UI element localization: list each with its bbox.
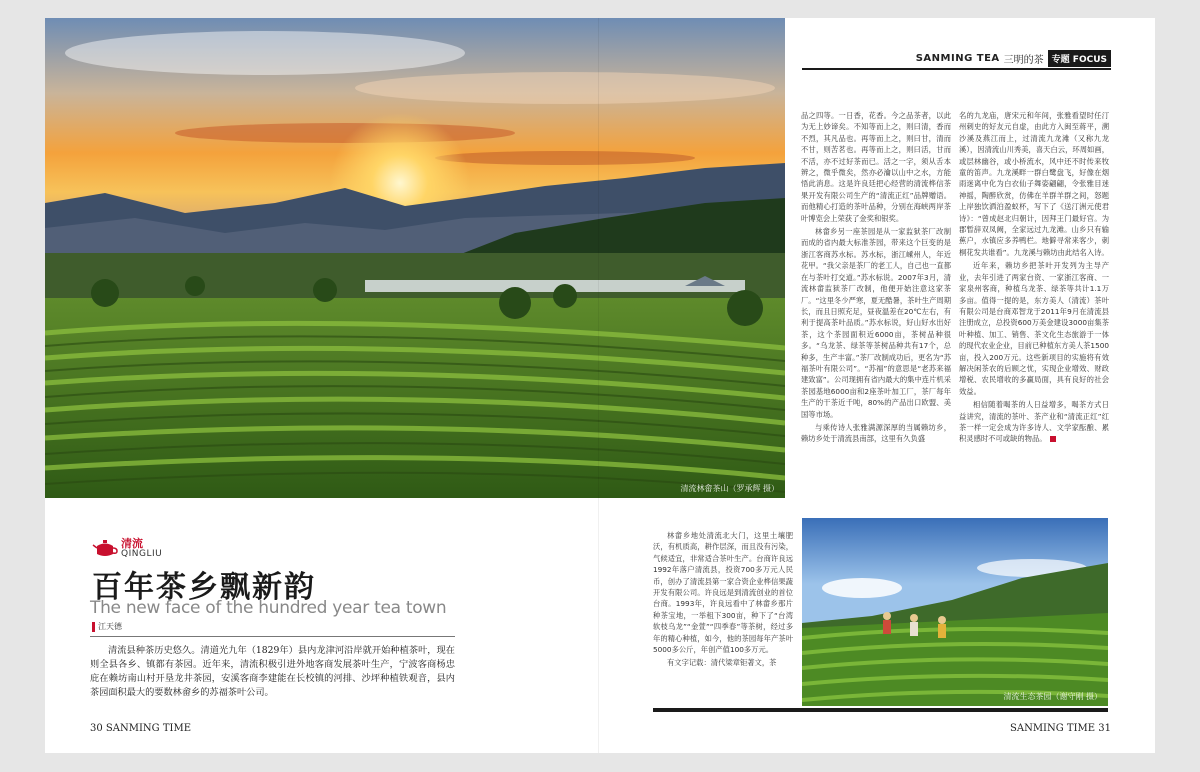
- author-accent-bar: [92, 622, 95, 632]
- article-title-en: The new face of the hundred year tea town: [90, 598, 447, 618]
- folio-right: SANMING TIME 31: [1010, 723, 1111, 734]
- author-byline: [92, 621, 122, 632]
- col3-paragraph: 林畲乡地处清流北大门，这里土壤肥沃，有机质高，耕作层深，而且没有污染，气候适宜，非常适合茶叶生产。台商许良远1992年落户清流县，投资700多万元人民币，创办了清流县第一家合资企业桦信果蔬开发有限公司。许良远是到清流创业的首位台商。1993年，许良远看中了林畲乡那片种茶宝地，一举租下300亩，种下了“台湾软枝乌龙”“金萱”“四季春”等茶树，经过多年的精心种植，如今，他的茶园每年产茶叶5000多公斤，年创产值100多万元。: [653, 531, 793, 655]
- body-column-2: [959, 110, 1109, 505]
- small-photo-tea-pickers: [802, 518, 1108, 706]
- body-column-1: [801, 110, 951, 505]
- col2-paragraph-final: [959, 399, 1109, 445]
- folio-left: 30 SANMING TIME: [90, 723, 191, 734]
- main-photo-caption: 清流林畲茶山（罗承辉 摄）: [680, 484, 779, 493]
- teapot-icon: [92, 539, 118, 559]
- col1-paragraph: 品之四等。一日香，花香。今之品茶者，以此为无上妙谛矣。不知等而上之，则曰清，香而不烈，其凡品也。再等而上之，则曰甘，清而不甘，则苦茗也。再等而上之，则曰活，甘而不活，亦不过好茶而已。活之一字，须从舌本辨之，微乎微矣，然亦必瀹以山中之水，方能悟此消息。这是许良廷把心经营的清流桦信茶果开发有限公司生产的“清流正红”品牌赠语。而他精心打造的茶叶品种，分别在海峡两岸茶叶博览会上荣获了金奖和银奖。: [801, 111, 951, 223]
- article-lead: 清流县种茶历史悠久。清道光九年（1829年）县内龙津河沿岸就开始种植茶叶，现在则全县各乡、镇都有茶园。近年来，清流积极引进外地客商发展茶叶生产，宁波客商杨忠庇在赖坊南山村开垦龙井茶园，安溪客商李建能在长校镇的河排、沙坪种植铁观音，县内茶园面积最大的要数林畲乡的苏福茶叶公司。: [90, 645, 455, 698]
- col2-paragraph: 名的九龙庙，唐宋元和年间，张雅看望时任汀州刺史的好友元自虚，由此方入闽至蒋平，溯沙溪及燕江而上，过清流九龙滩（又称九龙溪），因清流山川秀美，喜天白云，环周如画，或层林幽谷，或小桥流水，风中还不时传来牧童的笛声。九龙溪畔一群白鹭盘飞，好像在烟雨迷离中化为白衣仙子舞姿翩翩，令张雅目迷神摇，陶醉欣赏，仿佛在羊群羊群之间，怒题上岸独饮洒泊盈蚁杯，写下了《送汀洲元使君诗》：“曾成赵北归朝计，因拜王门最好官。为郡暂辞双凤阙，全家远过九龙滩。山乡只有输蕉户，水镇应多养鸭栏。地僻寻常来客少，刺桐花发共谁看”。九龙溪与赖坊由此结名入诗。: [959, 111, 1109, 257]
- region-logo: [92, 538, 162, 559]
- col1-paragraph: 林畲乡另一座茶园是从一家监狱茶厂改制而成的省内最大标准茶园，带来这个巨变的是浙江客商苏水标。苏水标，浙江嵊州人，年近花甲。“我父亲是茶厂的老工人，自己也一直都在与茶叶打交道。”苏水标说。2007年3月，清流林畲监狱茶厂改制，他便开始注意这家茶厂。“这里冬少严寒，夏无酷暑，茶叶生产周期长，而且日照充足，昼夜温差在20℃左右，有利于提高茶叶品质。”苏水标说，好山好水出好茶，这个茶园面积近6000亩，茶树品种很多。“乌龙茶、绿茶等茶树品种共有17个，总种多，生产丰富。”茶厂改制成功后，更名为“苏福茶叶有限公司”。“苏福”的意思是“老苏来福建致富”。公司现拥有省内最大的集中连片机采茶园基地6000亩和2座茶叶加工厂，茶厂每年生产的干茶近千吨，80%的产品出口欧盟、美国等市场。: [801, 227, 951, 419]
- page-gutter: [598, 18, 599, 753]
- col2-paragraph: 近年来，赖坊乡把茶叶开发列为主导产业，去年引进了两家台资、一家浙江客商、一家泉州客商，种植乌龙茶、绿茶等共计1.1万多亩。值得一提的是，东方美人（清流）茶叶有限公司是台商邓智龙于2011年9月在清流县注册成立，总投资600万美金建设3000亩集茶叶种植、加工、销售、茶文化生态旅游于一体的现代农业企业，目前已种植东方美人茶1500亩，投入200万元。这些新项目的实施将有效解决闲茶农的后顾之忧，实现企业增效、财政增税、农民增收的多赢局面，具有良好的社会效益。: [959, 261, 1109, 396]
- bottom-rule: [653, 708, 1108, 712]
- logo-en-text: QINGLIU: [121, 549, 163, 559]
- header-focus-tag: 专题 FOCUS: [1048, 50, 1111, 67]
- col1-paragraph: 与乘传诗人张雅满源深厚的当属赖坊乡，赖坊乡处于清流县南部，这里有久负盛: [801, 422, 951, 444]
- logo-cn-text: 清流: [121, 537, 143, 550]
- article-title-cn: 百年茶乡飘新韵: [92, 570, 316, 605]
- main-photo-tea-hills: [45, 18, 785, 498]
- col2-final-text: 相信随着喝茶的人日益增多，喝茶方式日益讲究，清流的茶叶、茶产业和“清流正红”红茶一样一定会成为许多诗人、文学家酝酿、累积灵感时不可或缺的物品。: [959, 400, 1109, 444]
- header-title-cn: 三明的茶: [1003, 55, 1044, 66]
- article-end-mark: [1050, 436, 1056, 442]
- sunset-tea-plantation-image: [45, 18, 785, 498]
- lead-rule: [90, 636, 455, 637]
- body-column-3: [653, 530, 793, 706]
- header-brand: SANMING TEA: [915, 53, 1000, 64]
- col3-paragraph: 有文字记载：清代梁章钜著文，茶: [667, 658, 777, 668]
- magazine-spread: [45, 18, 1155, 753]
- header-rule: [802, 68, 1111, 70]
- section-header: [916, 50, 1111, 67]
- small-photo-caption: 清流生态茶园（谢守刚 摄）: [1003, 692, 1102, 701]
- author-name: 江天德: [98, 622, 122, 631]
- tea-garden-pickers-image: [802, 518, 1108, 706]
